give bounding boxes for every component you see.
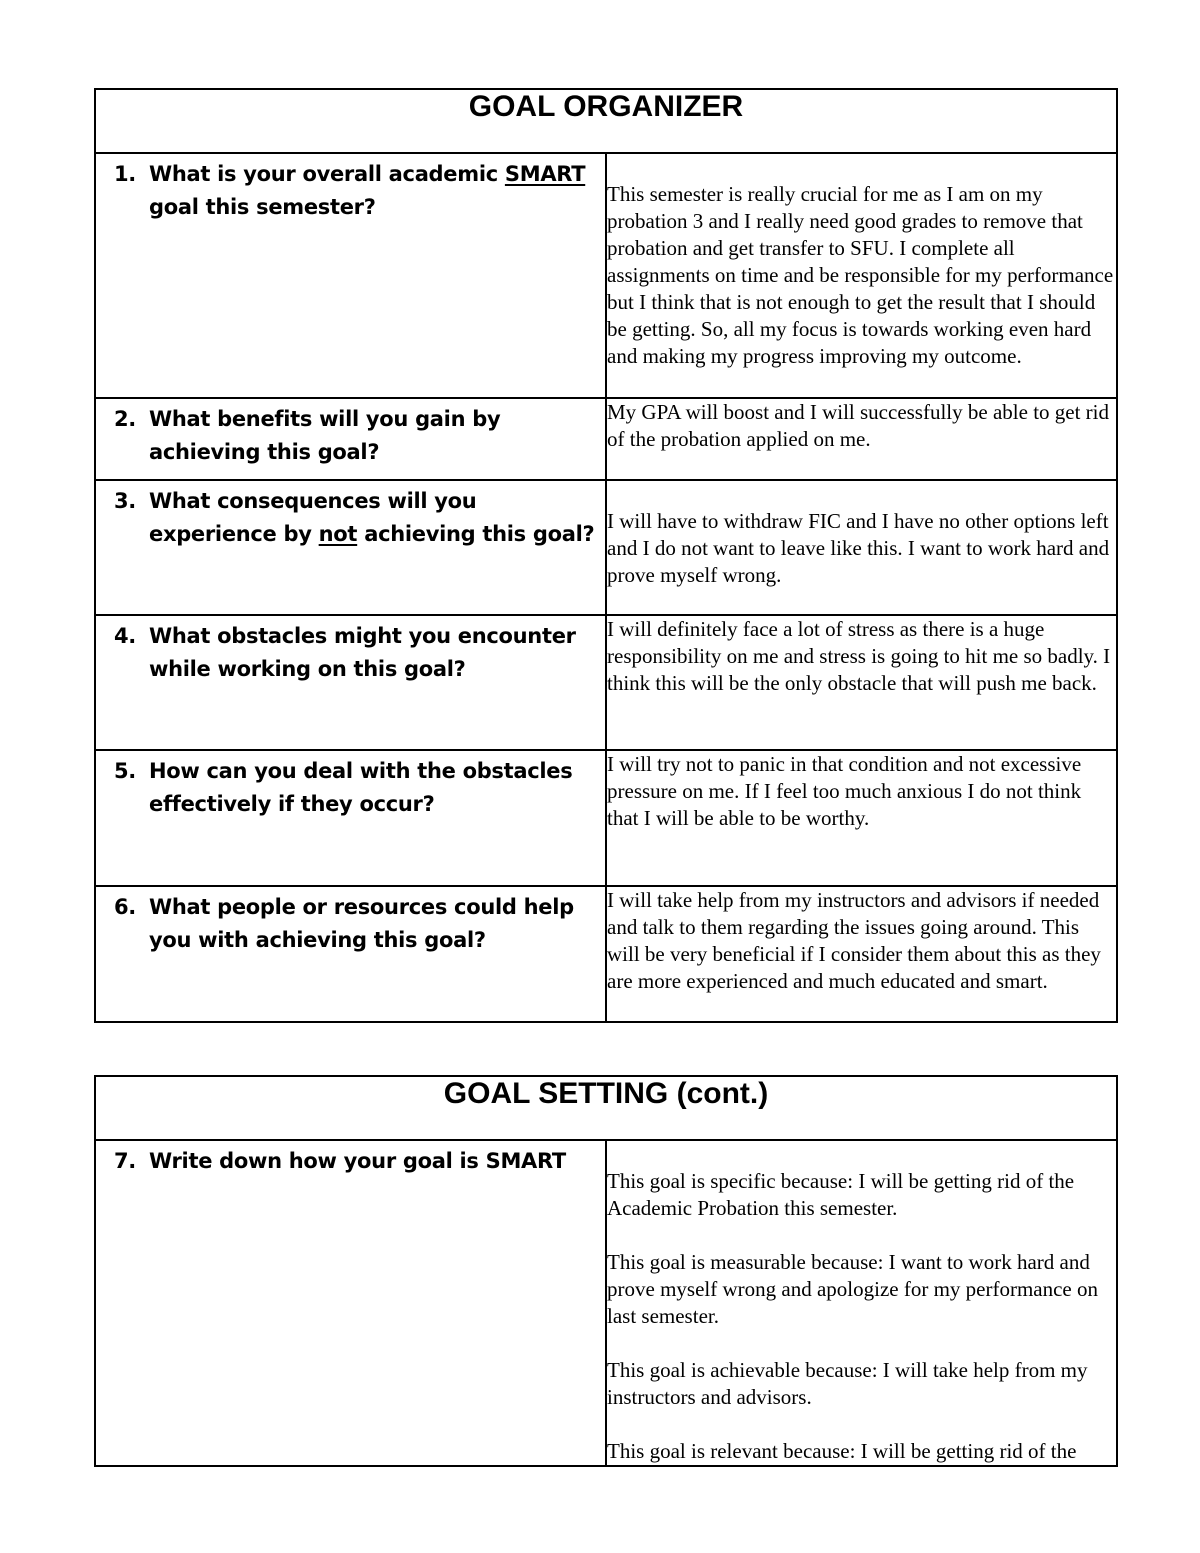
answer-text: My GPA will boost and I will successfully be able to get rid of the probation applied on me. <box>607 400 1110 451</box>
answer-measurable: This goal is measurable because: I want to work hard and prove myself wrong and apologize for my performance on last semester. <box>607 1250 1098 1328</box>
question-cell <box>95 750 606 886</box>
answer-relevant: This goal is relevant because: I will be getting rid of the <box>607 1439 1077 1463</box>
table-row <box>95 480 1117 615</box>
question-number: 3. <box>114 489 136 513</box>
question-text: What obstacles might you encounter while working on this goal? <box>149 624 576 681</box>
goal-setting-table <box>94 1075 1118 1467</box>
answer-text: I will take help from my instructors and advisors if needed and talk to them regarding the issues going around. This will be very beneficial if I consider them about this as they are more experienced and much educated and smart. <box>607 888 1101 993</box>
answer-text: I will try not to panic in that condition and not excessive pressure on me. If I feel too much anxious I do not think that I will be able to be worthy. <box>607 752 1082 830</box>
question-cell <box>95 398 606 480</box>
answer-cell <box>606 750 1117 886</box>
table-row <box>95 153 1117 398</box>
goal-setting-title: GOAL SETTING (cont.) <box>95 1076 1117 1140</box>
table-row <box>95 886 1117 1022</box>
question-number: 1. <box>114 162 136 186</box>
question-cell <box>95 615 606 750</box>
question-cell <box>95 1140 606 1466</box>
question-number: 6. <box>114 895 136 919</box>
question-number: 4. <box>114 624 136 648</box>
answer-cell <box>606 153 1117 398</box>
table-row <box>95 615 1117 750</box>
question-text: What consequences will you experience by <box>149 489 477 546</box>
question-underlined-word: SMART <box>504 162 586 186</box>
question-number: 5. <box>114 759 136 783</box>
question-text: Write down how your goal is SMART <box>149 1149 566 1173</box>
question-text: How can you deal with the obstacles effectively if they occur? <box>149 759 573 816</box>
question-cell <box>95 153 606 398</box>
answer-text: I will definitely face a lot of stress as there is a huge responsibility on me and stress is going to hit me so badly. I think this will be the only obstacle that will push me back. <box>607 617 1111 695</box>
answer-text: This semester is really crucial for me as I am on my probation 3 and I really need good grades to remove that probation and get transfer to SFU. I complete all assignments on time and be responsible for my performance but I think that is not enough to get the result that I should be getting. So, all my focus is towards working even hard and making my progress improving my outcome. <box>607 182 1114 368</box>
goal-organizer-title: GOAL ORGANIZER <box>95 89 1117 153</box>
answer-cell <box>606 886 1117 1022</box>
question-cell <box>95 480 606 615</box>
question-text: What benefits will you gain by achieving this goal? <box>149 407 501 464</box>
answer-cell <box>606 615 1117 750</box>
table-row <box>95 398 1117 480</box>
question-cell <box>95 886 606 1022</box>
answer-cell <box>606 398 1117 480</box>
answer-cell <box>606 480 1117 615</box>
question-number: 2. <box>114 407 136 431</box>
table-row <box>95 750 1117 886</box>
question-text-end: achieving this goal? <box>357 522 595 546</box>
answer-specific: This goal is specific because: I will be getting rid of the Academic Probation this semester. <box>607 1169 1075 1220</box>
question-text: What is your overall academic <box>149 162 505 186</box>
question-text-end: goal this semester? <box>149 195 376 219</box>
answer-cell <box>606 1140 1117 1466</box>
question-number: 7. <box>114 1149 136 1173</box>
answer-text: I will have to withdraw FIC and I have no other options left and I do not want to leave like this. I want to work hard and prove myself wrong. <box>607 509 1110 587</box>
goal-organizer-table <box>94 88 1118 1023</box>
question-text: What people or resources could help you with achieving this goal? <box>149 895 574 952</box>
table-row <box>95 1140 1117 1466</box>
question-underlined-word: not <box>318 522 358 546</box>
answer-achievable: This goal is achievable because: I will take help from my instructors and advisors. <box>607 1358 1088 1409</box>
